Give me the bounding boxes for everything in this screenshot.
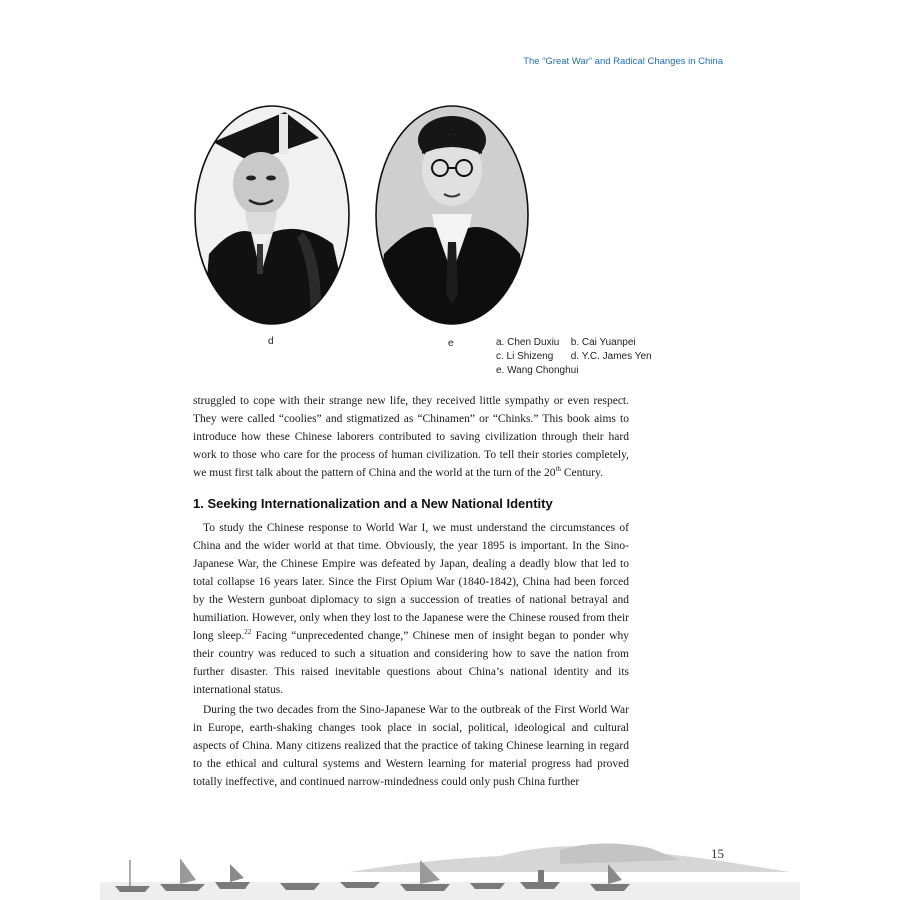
section-paragraph-2: During the two decades from the Sino-Japanese War to the outbreak of the First World War in Europe, earth-shaking changes took place in social, political, ideological and cultural aspects of China. Many citizens realized that the practice of taking Chinese learning in regard to the ethical and cultural systems and Western learning for material progress had proved totally ineffective, and continued narrow-mindedness could only push China further	[193, 704, 629, 788]
portrait-e	[374, 104, 530, 326]
photo-captions	[496, 336, 652, 378]
portrait-d	[193, 104, 351, 326]
portrait-e-image	[374, 104, 530, 326]
section-body	[193, 519, 629, 791]
caption-a: a. Chen Duxiu	[496, 337, 560, 348]
running-header: The “Great War” and Radical Changes in China	[523, 56, 723, 67]
intro-superscript: th	[555, 465, 561, 474]
portrait-d-label: d	[268, 336, 274, 347]
caption-d: d. Y.C. James Yen	[570, 351, 652, 362]
caption-c: c. Li Shizeng	[496, 351, 554, 362]
portrait-e-label: e	[448, 338, 454, 349]
caption-b: b. Cai Yuanpei	[570, 337, 636, 348]
intro-text: struggled to cope with their strange new life, they received little sympathy or even respect. They were called “coolies” and stigmatized as “Chinamen” or “Chinks.” This book aims to introduce how these Chinese laborers contributed to saving civilization through their hard work to those who care for the process of human civilization. To tell their stories completely, we must first talk about the pattern of China and the world at the turn of the 20	[193, 395, 629, 479]
section-heading: 1. Seeking Internationalization and a New National Identity	[193, 496, 553, 511]
para1-text: To study the Chinese response to World War I, we must understand the circumstances of China and the wider world at that time. Obviously, the year 1895 is important. In the Sino-Japanese War, the Chinese Empire was defeated by Japan, dealing a deadly blow that led to total collapse 16 years later. Since the First Opium War (1840-1842), China had been forced by the Western gunboat diplomacy to sign a succession of treaties of national betrayal and humiliation. However, only when they lost to the Japanese were the Chinese roused from their long sleep.	[193, 522, 629, 642]
portrait-d-image	[193, 104, 351, 326]
section-paragraph-1	[193, 519, 629, 699]
intro-text-end: Century.	[560, 467, 603, 479]
harbor-scene-illustration	[0, 820, 900, 900]
para1-text-end: Facing “unprecedented change,” Chinese men of insight began to ponder why their country was reduced to such a situation and considering how to save the nation from further disaster. This raised inevitable questions about China’s national identity and its international status.	[193, 630, 629, 696]
page-number: 15	[711, 846, 724, 861]
footnote-mark: 22	[244, 628, 252, 637]
intro-paragraph	[193, 392, 629, 482]
caption-e: e. Wang Chonghui	[496, 365, 579, 376]
